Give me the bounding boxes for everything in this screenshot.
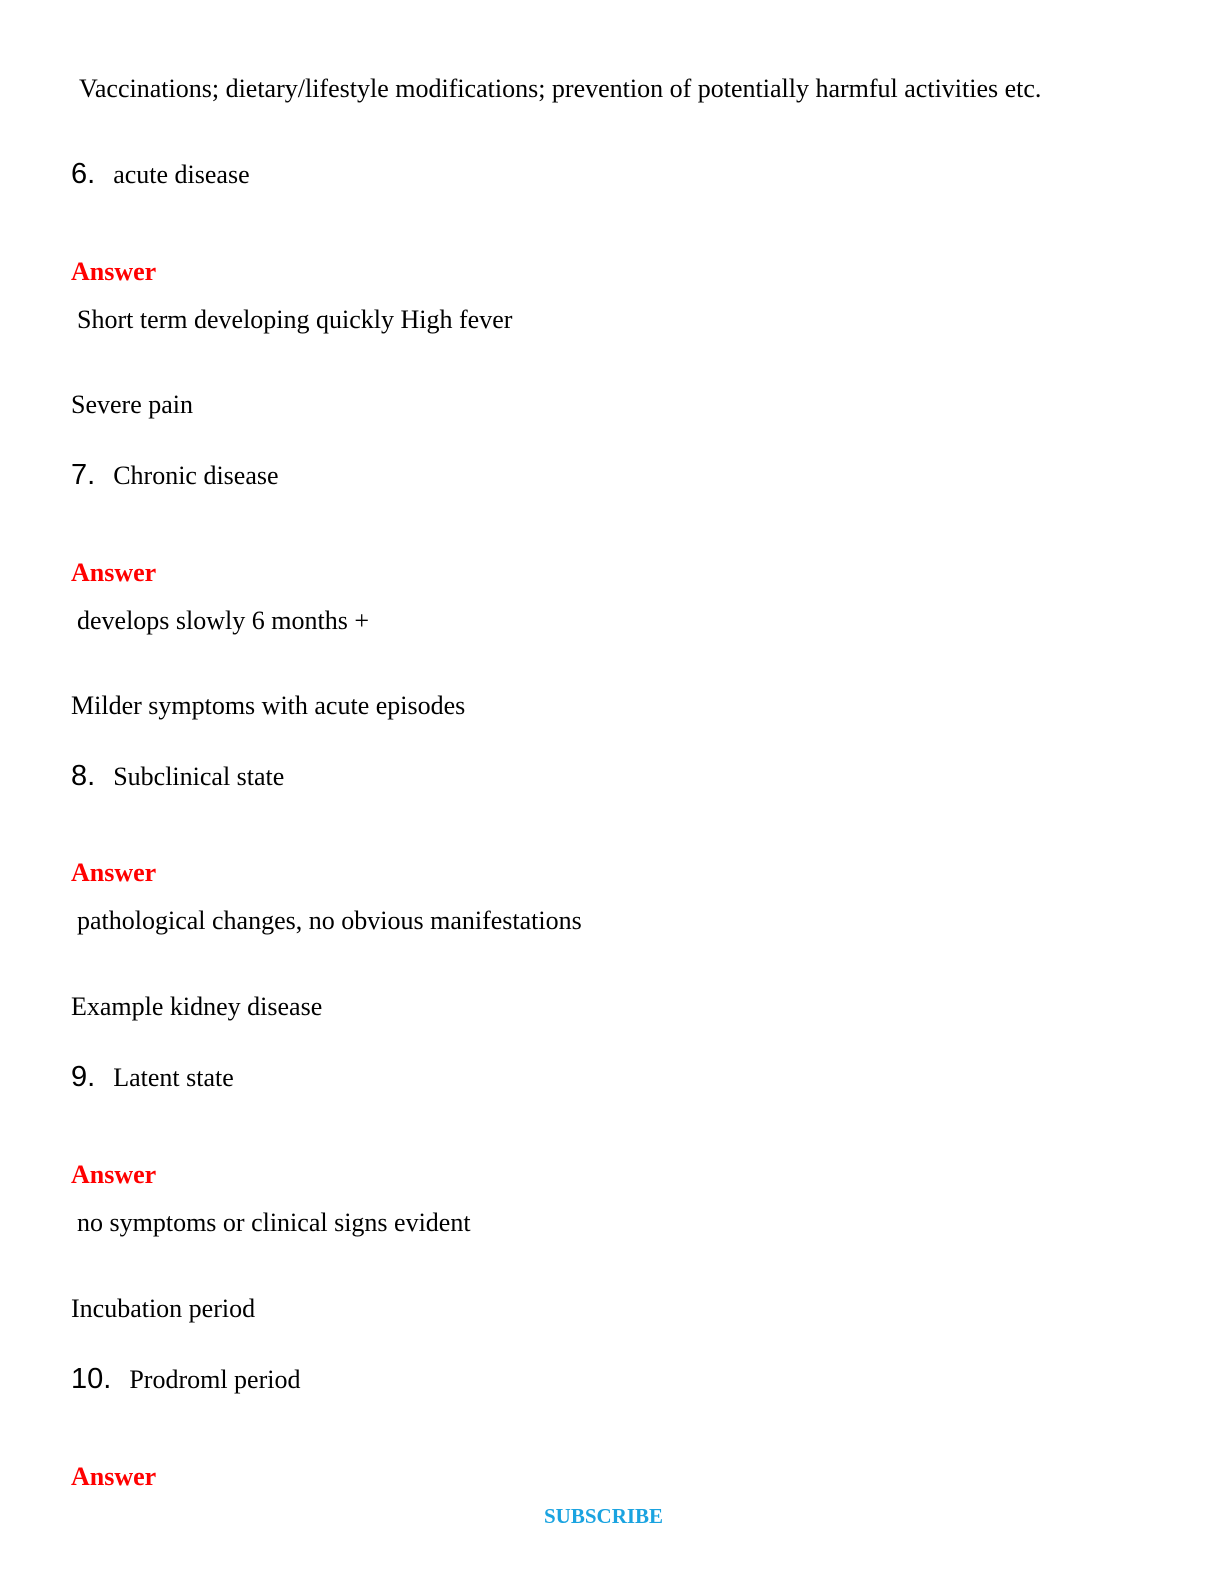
answer-label: Answer bbox=[71, 1160, 157, 1189]
answer-label: Answer bbox=[71, 858, 157, 887]
question-title: acute disease bbox=[113, 160, 250, 189]
question-8 bbox=[71, 762, 284, 791]
question-number: 6. bbox=[71, 158, 96, 190]
question-number: 7. bbox=[71, 459, 96, 491]
answer-label: Answer bbox=[71, 558, 157, 587]
answer-label: Answer bbox=[71, 1462, 157, 1491]
answer-line: Milder symptoms with acute episodes bbox=[71, 691, 466, 720]
answer-line: no symptoms or clinical signs evident bbox=[77, 1208, 471, 1237]
answer-line: Example kidney disease bbox=[71, 992, 323, 1021]
question-title: Prodroml period bbox=[129, 1365, 301, 1394]
answer-line: develops slowly 6 months + bbox=[77, 606, 369, 635]
subscribe-link[interactable]: SUBSCRIBE bbox=[544, 1504, 664, 1528]
question-6 bbox=[71, 160, 250, 189]
answer-line: Incubation period bbox=[71, 1294, 256, 1323]
answer-line: Severe pain bbox=[71, 390, 194, 419]
answer-line: pathological changes, no obvious manifestations bbox=[77, 906, 582, 935]
question-number: 10. bbox=[71, 1363, 112, 1395]
answer-line: Short term developing quickly High fever bbox=[77, 305, 513, 334]
question-title: Chronic disease bbox=[113, 461, 279, 490]
question-9 bbox=[71, 1063, 234, 1092]
answer-label: Answer bbox=[71, 257, 157, 286]
question-number: 8. bbox=[71, 760, 96, 792]
question-title: Subclinical state bbox=[113, 762, 285, 791]
question-number: 9. bbox=[71, 1061, 96, 1093]
question-7 bbox=[71, 461, 279, 490]
question-10 bbox=[71, 1365, 300, 1394]
intro-text: Vaccinations; dietary/lifestyle modifications; prevention of potentially harmful activities etc. bbox=[79, 74, 1042, 103]
question-title: Latent state bbox=[113, 1063, 234, 1092]
